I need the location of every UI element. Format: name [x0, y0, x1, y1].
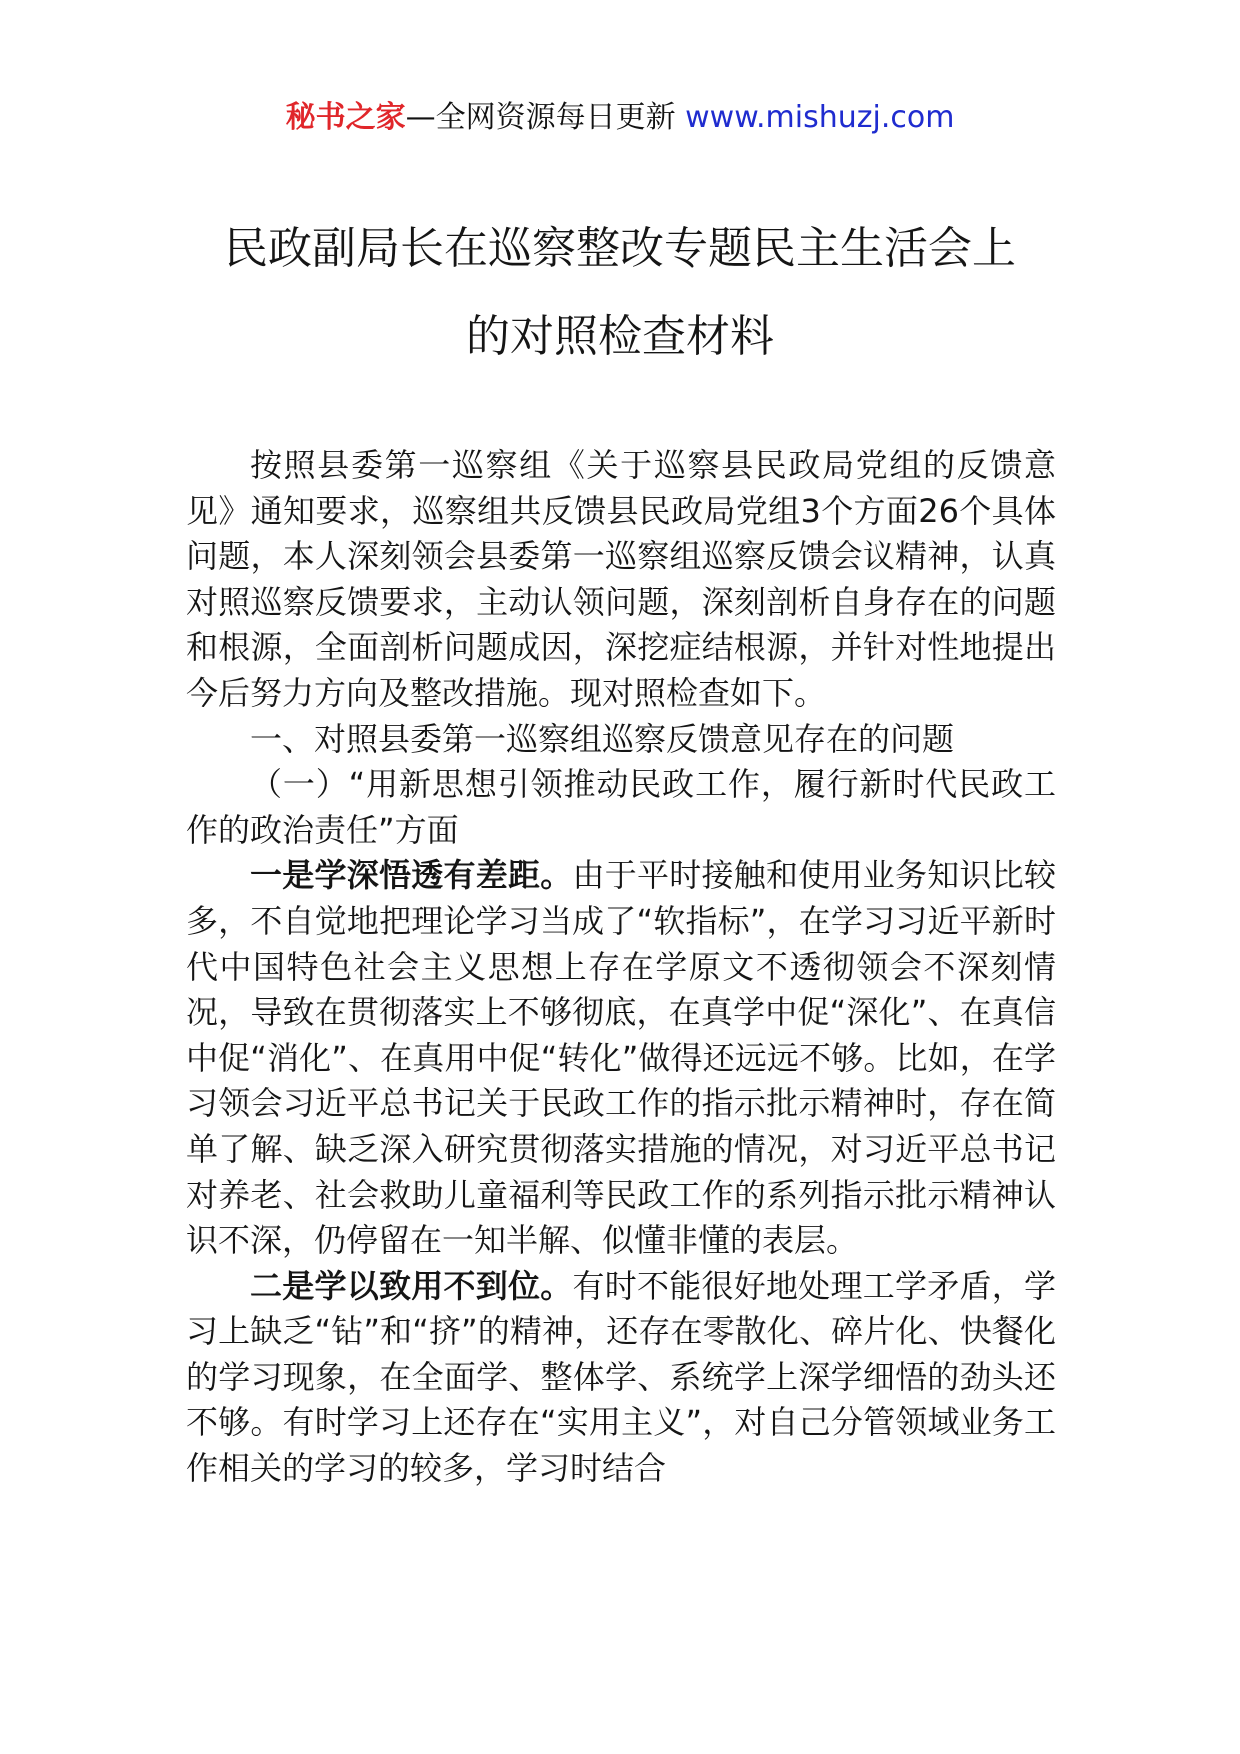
site-slogan: —全网资源每日更新: [405, 100, 676, 135]
document-body: [186, 443, 1056, 1492]
document-title: [0, 205, 1240, 381]
point-paragraph-1: [186, 853, 1056, 1263]
point-label-1: 一是学深悟透有差距。: [250, 856, 573, 895]
title-line-2: 的对照检查材料: [466, 311, 774, 362]
intro-paragraph: 按照县委第一巡察组《关于巡察县民政局党组的反馈意见》通知要求，巡察组共反馈县民政局党组3个方面26个具体问题，本人深刻领会县委第一巡察组巡察反馈会议精神，认真对照巡察反馈要求，主动认领问题，深刻剖析自身存在的问题和根源，全面剖析问题成因，深挖症结根源，并针对性地提出今后努力方向及整改措施。现对照检查如下。: [186, 446, 1056, 712]
point-text-1: 由于平时接触和使用业务知识比较多，不自觉地把理论学习当成了“软指标”，在学习习近平新时代中国特色社会主义思想上存在学原文不透彻领会不深刻情况，导致在贯彻落实上不够彻底，在真学中促“深化”、在真信中促“消化”、在真用中促“转化”做得还远远不够。比如，在学习领会习近平总书记关于民政工作的指示批示精神时，存在简单了解、缺乏深入研究贯彻落实措施的情况，对习近平总书记对养老、社会救助儿童福利等民政工作的系列指示批示精神认识不深，仍停留在一知半解、似懂非懂的表层。: [186, 856, 1056, 1260]
site-url-link[interactable]: www.mishuzj.com: [685, 100, 955, 135]
site-brand: 秘书之家: [285, 100, 406, 135]
site-header: [0, 98, 1240, 138]
section-heading: 一、对照县委第一巡察组巡察反馈意见存在的问题: [250, 719, 955, 758]
point-text-2: 有时不能很好地处理工学矛盾，学习上缺乏“钻”和“挤”的精神，还存在零散化、碎片化、快餐化的学习现象，在全面学、整体学、系统学上深学细悟的劲头还不够。有时学习上还存在“实用主义”，对自己分管领域业务工作相关的学习的较多，学习时结合: [186, 1266, 1056, 1488]
subsection-heading: （一）“用新思想引领推动民政工作，履行新时代民政工作的政治责任”方面: [186, 765, 1056, 849]
point-label-2: 二是学以致用不到位。: [250, 1266, 573, 1305]
title-line-1: 民政副局长在巡察整改专题民主生活会上: [224, 223, 1016, 274]
point-paragraph-2: [186, 1264, 1056, 1492]
